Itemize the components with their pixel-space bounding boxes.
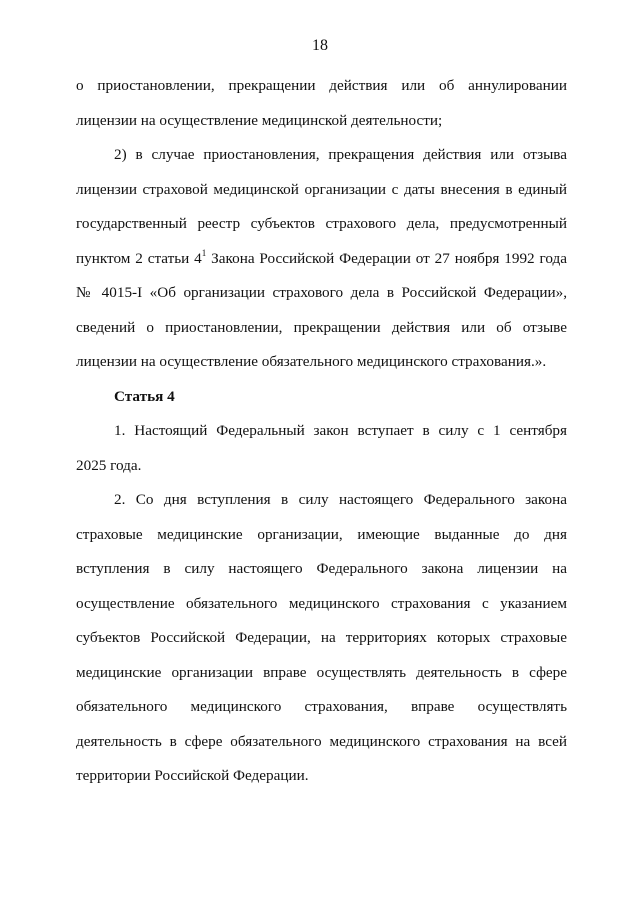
paragraph-license-suspension-medical (76, 69, 567, 138)
text-line: сведений о приостановлении, прекращении действия или об отзыве (76, 318, 567, 336)
text-line: лицензии на осуществление обязательного медицинского страхования.». (76, 353, 547, 370)
page-number: 18 (312, 37, 328, 54)
text-line: 1. Настоящий Федеральный закон вступает в силу с 1 сентября (114, 422, 567, 439)
line-text-part: пунктом 2 статьи 4 (76, 249, 202, 267)
text-line: субъектов Российской Федерации, на территориях которых страховые (76, 629, 567, 646)
text-line: государственный реестр субъектов страхового дела, предусмотренный (76, 215, 567, 232)
line-text-part: Закона Российской Федерации от 27 ноября 1992 года (206, 249, 567, 267)
text-line: вступления в силу настоящего Федерального закона лицензии на (76, 560, 567, 577)
superscript: 1 (201, 247, 207, 258)
text-line: территории Российской Федерации. (76, 767, 309, 784)
article4-paragraph-1 (76, 414, 567, 483)
article-heading-block (76, 380, 567, 415)
article-heading: Статья 4 (114, 388, 175, 405)
text-line: осуществление обязательного медицинского страхования с указанием (76, 594, 567, 612)
text-line: о приостановлении, прекращении действия или об аннулировании (76, 77, 567, 94)
paragraph-insurance-license-suspension (76, 138, 567, 380)
text-line: 2. Со дня вступления в силу настоящего Федерального закона (114, 491, 567, 508)
article4-paragraph-2 (76, 483, 567, 794)
text-line: деятельность в сфере обязательного медицинского страхования на всей (76, 732, 567, 750)
text-line: медицинские организации вправе осуществлять деятельность в сфере (76, 663, 567, 681)
text-line: обязательного медицинского страхования, вправе осуществлять (76, 698, 567, 715)
text-line: лицензии на осуществление медицинской деятельности; (76, 111, 443, 129)
text-line: 2025 года. (76, 456, 142, 474)
text-line: № 4015-I «Об организации страхового дела в Российской Федерации», (76, 284, 567, 301)
text-line: 2) в случае приостановления, прекращения действия или отзыва (114, 146, 567, 163)
text-line: лицензии страховой медицинской организации с даты внесения в единый (76, 180, 567, 198)
text-line-with-superscript (76, 242, 567, 277)
text-line: страховые медицинские организации, имеющие выданные до дня (76, 525, 567, 543)
